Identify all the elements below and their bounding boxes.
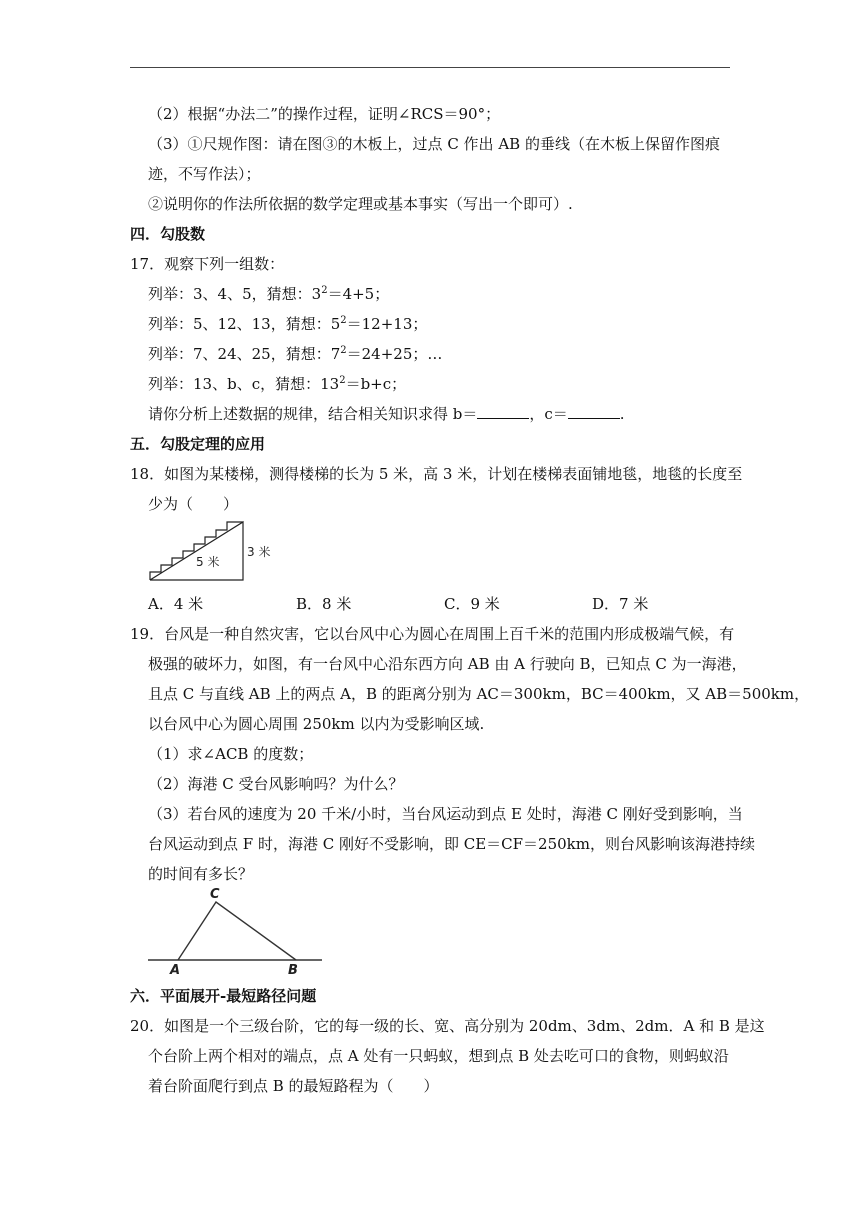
q19-part1: （1）求∠ACB 的度数；	[148, 745, 314, 763]
q16-part3-line2: 迹，不写作法）；	[148, 165, 261, 183]
q17-row4: 列举：13、b、c，猜想：$13^2=b+c$；	[148, 375, 407, 393]
q19-part3-line1: （3）若台风的速度为 20 千米/小时，当台风运动到点 E 处时，海港 C 刚好受到影响，当	[148, 805, 743, 823]
answer-blank-b[interactable]	[477, 404, 529, 419]
triangle-label-c: C	[210, 887, 220, 902]
q18-line1: 18．如图为某楼梯，测得楼梯的长为 5 米，高 3 米，计划在楼梯表面铺地毯，地毯的长度至	[130, 465, 743, 483]
triangle-label-b: B	[288, 963, 298, 978]
answer-blank-c[interactable]	[568, 404, 620, 419]
stairs-height-label: 3 米	[247, 545, 271, 559]
q19-line2: 极强的破坏力，如图，有一台风中心沿东西方向 AB 由 A 行驶向 B，已知点 C 为一海港，	[148, 655, 747, 673]
triangle-figure	[148, 884, 328, 976]
stairs-slope-label: 5 米	[196, 555, 220, 569]
q16-part2: （2）根据“办法二”的操作过程，证明∠RCS＝90°；	[148, 105, 501, 123]
q17-stem: 17．观察下列一组数：	[130, 255, 285, 273]
q16-part3-line3: ②说明你的作法所依据的数学定理或基本事实（写出一个即可）.	[148, 195, 573, 213]
q18-option-d[interactable]: D．7 米	[592, 595, 649, 613]
q20-line2: 个台阶上两个相对的端点，点 A 处有一只蚂蚁，想到点 B 处去吃可口的食物，则蚂蚁沿	[148, 1047, 729, 1065]
q19-part3-line2: 台风运动到点 F 时，海港 C 刚好不受影响，即 CE＝CF＝250km，则台风影响该海港持续	[148, 835, 755, 853]
stairs-figure	[148, 520, 278, 584]
q19-line4: 以台风中心为圆心周围 250km 以内为受影响区域.	[148, 715, 485, 733]
section-6-heading: 六．平面展开-最短路径问题	[130, 987, 317, 1005]
q19-line3: 且点 C 与直线 AB 上的两点 A，B 的距离分别为 AC＝300km，BC＝400km，又 AB＝500km，	[148, 685, 810, 703]
q20-line1: 20．如图是一个三级台阶，它的每一级的长、宽、高分别为 20dm、3dm、2dm．A 和 B 是这	[130, 1017, 765, 1035]
header-rule	[130, 67, 730, 68]
q19-part3-line3: 的时间有多长？	[148, 865, 254, 883]
q19-part2: （2）海港 C 受台风影响吗？为什么？	[148, 775, 404, 793]
q20-line3: 着台阶面爬行到点 B 的最短路程为（ ）	[148, 1077, 439, 1095]
q18-option-b[interactable]: B．8 米	[296, 595, 352, 613]
q18-line2: 少为（ ）	[148, 495, 239, 513]
section-5-heading: 五．勾股定理的应用	[130, 435, 266, 453]
triangle-label-a: A	[170, 963, 181, 978]
q18-option-a[interactable]: A．4 米	[148, 595, 204, 613]
q17-row1: 列举：3、4、5，猜想：$3^2=4+5$；	[148, 285, 390, 303]
q19-line1: 19．台风是一种自然灾害，它以台风中心为圆心在周围上百千米的范围内形成极端气候，有	[130, 625, 735, 643]
q17-question: 请你分析上述数据的规律，结合相关知识求得 b＝ ，c＝ .	[148, 405, 625, 423]
section-4-heading: 四．勾股数	[130, 225, 206, 243]
q16-part3-line1: （3）①尺规作图：请在图③的木板上，过点 C 作出 AB 的垂线（在木板上保留作图痕	[148, 135, 720, 153]
q18-option-c[interactable]: C．9 米	[444, 595, 500, 613]
q17-row3: 列举：7、24、25，猜想：$7^2=24+25$；…	[148, 345, 443, 363]
q17-row2: 列举：5、12、13，猜想：$5^2=12+13$；	[148, 315, 428, 333]
